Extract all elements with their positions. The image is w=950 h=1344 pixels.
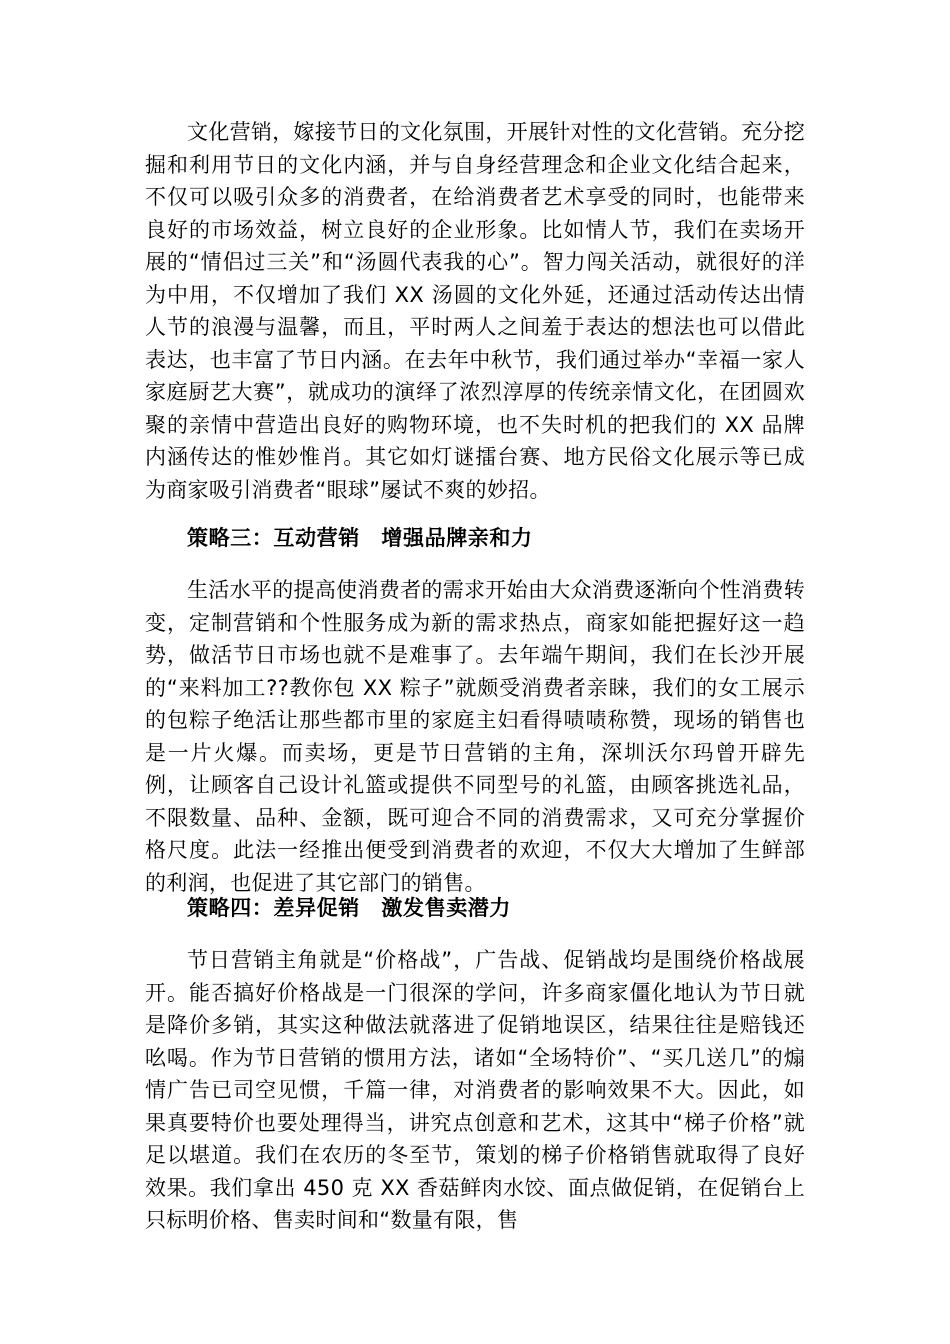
paragraph-cultural-marketing: 文化营销，嫁接节日的文化氛围，开展针对性的文化营销。充分挖掘和利用节日的文化内涵，并与自身经营理念和企业文化结合起来，不仅可以吸引众多的消费者，在给消费者艺术享受的同时，也能带来良好的市场效益，树立良好的企业形象。比如情人节，我们在卖场开展的“情侣过三关”和“汤圆代表我的心”。智力闯关活动，就很好的洋为中用，不仅增加了我们 XX 汤圆的文化外延，还通过活动传达出情人节的浪漫与温馨，而且，平时两人之间羞于表达的想法也可以借此表达，也丰富了节日内涵。在去年中秋节，我们通过举办“幸福一家人家庭厨艺大赛”，就成功的演绎了浓烈淳厚的传统亲情文化，在团圆欢聚的亲情中营造出良好的购物环境，也不失时机的把我们的 XX 品牌内涵传达的惟妙惟肖。其它如灯谜擂台赛、地方民俗文化展示等已成为商家吸引消费者“眼球”屡试不爽的妙招。 xyxy=(145,120,805,502)
heading-strategy-four: 策略四：差异促销 激发售卖潜力 xyxy=(187,896,511,920)
paragraph-interactive-marketing: 生活水平的提高使消费者的需求开始由大众消费逐渐向个性消费转变，定制营销和个性服务成为新的需求热点，商家如能把握好这一趋势，做活节日市场也就不是难事了。去年端午期间，我们在长沙开展的“来料加工??教你包 XX 粽子”就颇受消费者亲睐，我们的女工展示的包粽子绝活让那些都市里的家庭主妇看得啧啧称赞，现场的销售也是一片火爆。而卖场，更是节日营销的主角，深圳沃尔玛曾开辟先例，让顾客自己设计礼篮或提供不同型号的礼篮，由顾客挑选礼品，不限数量、品种、金额，既可迎合不同的消费需求，又可充分掌握价格尺度。此法一经推出便受到消费者的欢迎，不仅大大增加了生鲜部的利润，也促进了其它部门的销售。 xyxy=(145,578,805,895)
paragraph-price-promotion: 节日营销主角就是“价格战”，广告战、促销战均是围绕价格战展开。能否搞好价格战是一门很深的学问，许多商家僵化地认为节日就是降价多销，其实这种做法就落进了促销地误区，结果往往是赔钱还吆喝。作为节日营销的惯用方法，诸如“全场特价”、“买几送几”的煽情广告已司空见惯，千篇一律，对消费者的影响效果不大。因此，如果真要特价也要处理得当，讲究点创意和艺术，这其中“梯子价格”就足以堪道。我们在农历的冬至节，策划的梯子价格销售就取得了良好效果。我们拿出 450 克 XX 香菇鲜肉水饺、面点做促销，在促销台上只标明价格、售卖时间和“数量有限，售 xyxy=(145,948,805,1232)
heading-strategy-three: 策略三：互动营销 增强品牌亲和力 xyxy=(187,526,533,550)
